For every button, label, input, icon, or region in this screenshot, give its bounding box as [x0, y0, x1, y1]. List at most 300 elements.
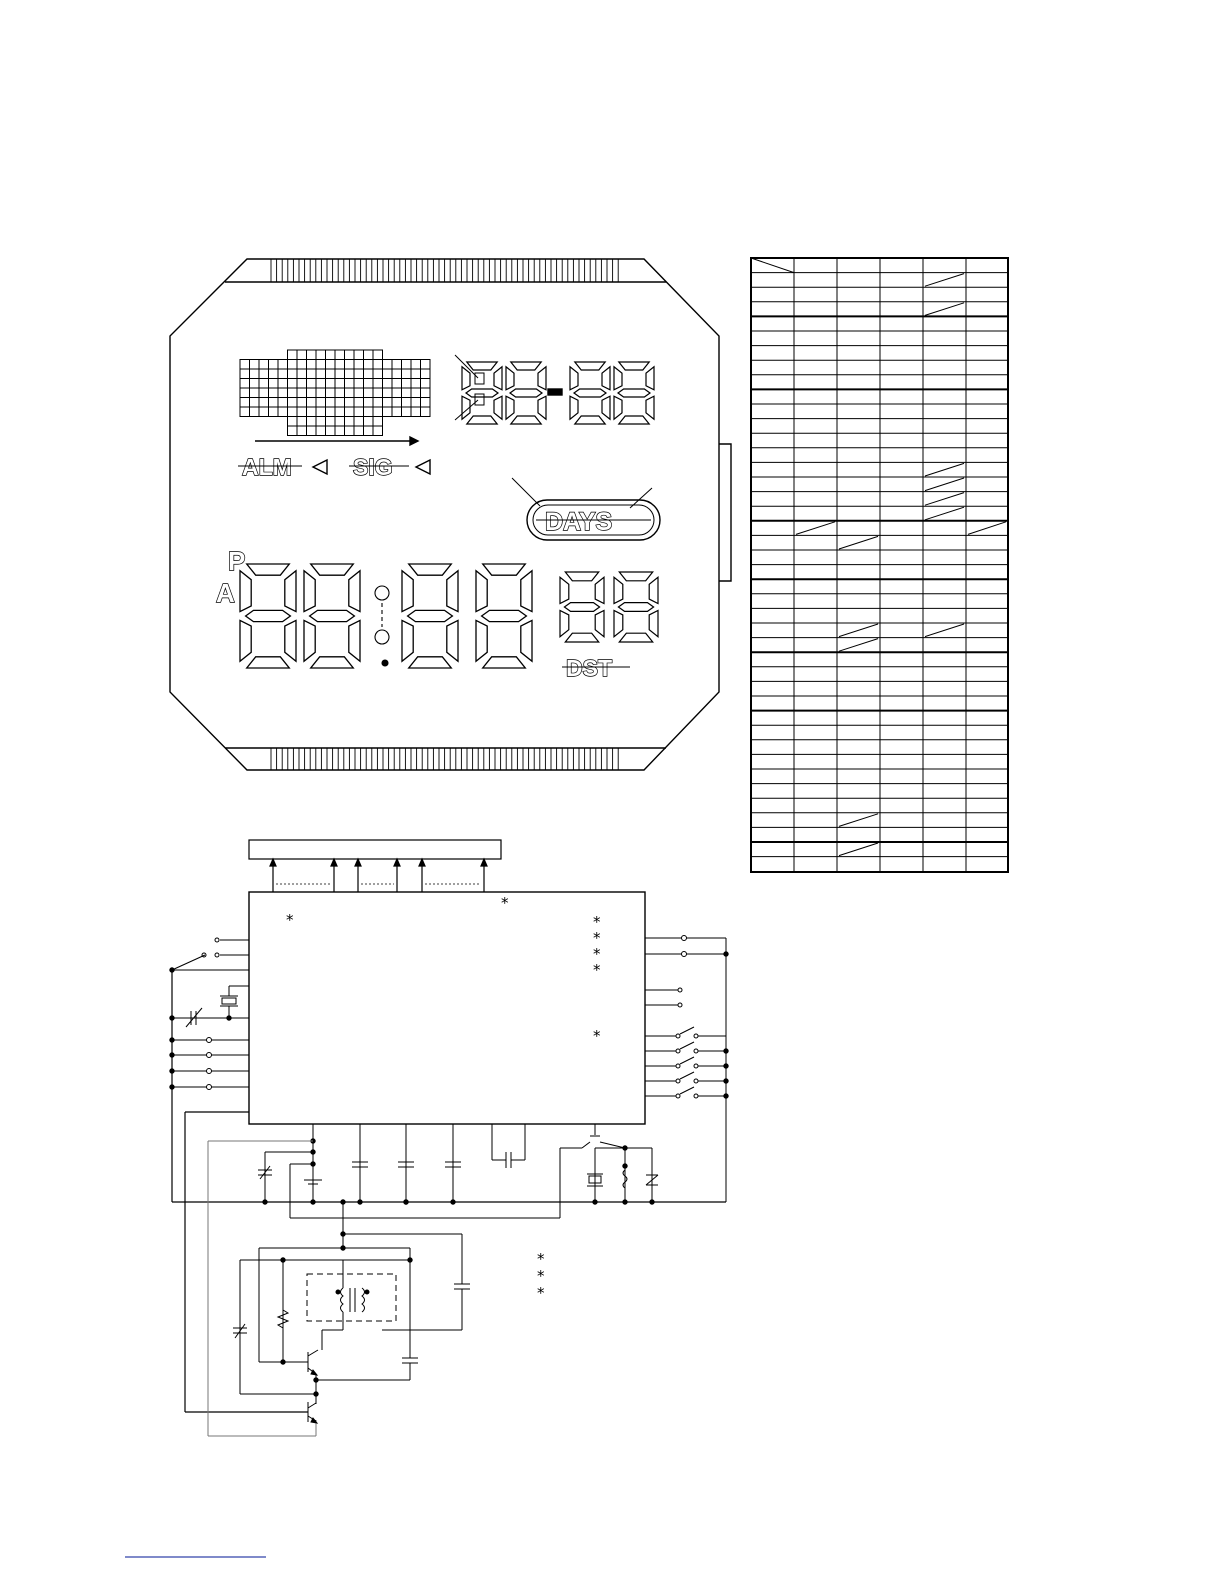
dot-matrix-cell [373, 360, 383, 370]
switch-blade [680, 1087, 694, 1094]
dot-matrix-cell [278, 360, 288, 370]
dot-matrix-cell [335, 379, 345, 389]
dot-matrix-cell [373, 426, 383, 436]
digit-segment [574, 389, 606, 397]
dot-matrix-cell [240, 398, 250, 408]
dot-matrix-cell [402, 379, 412, 389]
digit-segment [447, 620, 458, 661]
switch-contact [676, 1079, 680, 1083]
junction-dot [724, 1064, 728, 1068]
dot-matrix-cell [307, 379, 317, 389]
digit-segment [602, 396, 610, 419]
dot-matrix-cell [373, 417, 383, 427]
dot-matrix-cell [269, 360, 279, 370]
switch-blade [680, 1072, 694, 1079]
dot-matrix-cell [307, 369, 317, 379]
dot-matrix-cell [259, 379, 269, 389]
digit-segment [476, 571, 487, 612]
dot-matrix-cell [240, 369, 250, 379]
dot-matrix-cell [297, 350, 307, 360]
dot-matrix-cell [240, 379, 250, 389]
dot-matrix-cell [345, 388, 355, 398]
digit-segment [614, 577, 623, 603]
digit-segment [246, 610, 291, 621]
seconds-digit [614, 572, 658, 642]
digit-segment [247, 564, 290, 575]
switch-contact [676, 1064, 680, 1068]
dot-matrix-cell [364, 398, 374, 408]
digit-segment [570, 396, 578, 419]
dot-matrix-cell [421, 398, 431, 408]
digit-segment [409, 564, 452, 575]
dot-matrix-cell [326, 426, 336, 436]
dot-matrix-cell [354, 407, 364, 417]
dot-matrix-cell [364, 360, 374, 370]
dot-matrix-cell [364, 388, 374, 398]
dot-matrix-cell [335, 360, 345, 370]
digit-segment [614, 611, 623, 637]
dot-matrix-cell [259, 360, 269, 370]
dot-matrix-cell [411, 369, 421, 379]
dot-matrix-cell [335, 350, 345, 360]
dot-matrix-cell [288, 350, 298, 360]
ic-bottom-pins [208, 1124, 525, 1436]
table-diagonal-mark [925, 624, 964, 637]
junction-dot [724, 1049, 728, 1053]
lcd-panel [170, 259, 731, 770]
signal-indicator-icon [416, 460, 430, 474]
digit-segment [467, 416, 497, 424]
dot-matrix-cell [250, 360, 260, 370]
dot-matrix-cell [354, 360, 364, 370]
date-digit [462, 362, 502, 424]
dot-matrix-cell [326, 350, 336, 360]
dot-matrix-cell [259, 369, 269, 379]
asterisk-mark: * [593, 961, 601, 979]
table-diagonal-mark [968, 522, 1006, 535]
dot-matrix-cell [345, 398, 355, 408]
digit-segment [476, 620, 487, 661]
table-diagonal-mark [925, 303, 964, 316]
table-diagonal-mark [839, 536, 878, 549]
asterisk-mark: * [537, 1250, 545, 1268]
digit-segment [538, 367, 546, 390]
dot-matrix-cell [364, 350, 374, 360]
dot-matrix-cell [307, 388, 317, 398]
dot-matrix-cell [316, 360, 326, 370]
dot-matrix-cell [297, 360, 307, 370]
table-diagonal-mark [925, 507, 964, 520]
digit-segment [240, 620, 251, 661]
digit-segment [619, 416, 649, 424]
digit-segment [649, 577, 658, 603]
dot-matrix-cell [326, 388, 336, 398]
digit-segment [247, 657, 290, 668]
dot-matrix-cell [383, 360, 393, 370]
dot-matrix-cell [392, 407, 402, 417]
digit-segment [618, 389, 650, 397]
dot-matrix-cell [288, 379, 298, 389]
table-diagonal-mark [839, 843, 878, 856]
dot-matrix-cell [354, 379, 364, 389]
switch-blade [680, 1027, 694, 1034]
digit-segment [511, 416, 541, 424]
digit-segment [646, 396, 654, 419]
dot-matrix [240, 350, 430, 436]
dot-matrix-cell [364, 379, 374, 389]
time-digit [240, 564, 296, 668]
dot-matrix-cell [288, 407, 298, 417]
dot-matrix-cell [326, 417, 336, 427]
dot-matrix-cell [421, 369, 431, 379]
dot-matrix-cell [354, 417, 364, 427]
dot-matrix-cell [240, 407, 250, 417]
dot-matrix-cell [411, 360, 421, 370]
dot-matrix-cell [421, 360, 431, 370]
dot-matrix-cell [297, 379, 307, 389]
dot-matrix-cell [297, 407, 307, 417]
dot-matrix-cell [421, 407, 431, 417]
dot-matrix-cell [411, 388, 421, 398]
asterisk-mark: * [593, 929, 601, 947]
digit-segment [521, 620, 532, 661]
digit-segment [649, 611, 658, 637]
dot-matrix-cell [316, 398, 326, 408]
dot-matrix-cell [250, 379, 260, 389]
table-header-diagonal [751, 258, 794, 273]
digit-segment [560, 611, 569, 637]
digit-segment [483, 657, 526, 668]
dot-matrix-cell [402, 398, 412, 408]
table-diagonal-mark [839, 639, 878, 652]
switch-contact [694, 1064, 698, 1068]
digit-segment [349, 571, 360, 612]
switch-blade [680, 1042, 694, 1049]
dot-matrix-cell [288, 417, 298, 427]
switch-contact [694, 1094, 698, 1098]
digit-segment [602, 367, 610, 390]
switch-contact [676, 1049, 680, 1053]
dot-matrix-cell [240, 360, 250, 370]
date-digit [506, 362, 546, 424]
segment-assignment-table [751, 258, 1008, 872]
digit-segment [619, 572, 652, 581]
digit-segment [560, 577, 569, 603]
dot-matrix-cell [316, 407, 326, 417]
dot-matrix-cell [269, 379, 279, 389]
dot-matrix-cell [373, 379, 383, 389]
dot-matrix-cell [326, 379, 336, 389]
asterisk-mark: * [501, 894, 509, 912]
dot-matrix-cell [278, 369, 288, 379]
right-push-switches [645, 1027, 728, 1098]
digit-segment [511, 362, 541, 370]
pm-indicator: P [228, 546, 246, 576]
dot-matrix-cell [364, 369, 374, 379]
date-dash [548, 389, 562, 395]
table-diagonal-mark [925, 463, 964, 476]
dot-matrix-cell [250, 407, 260, 417]
date-digit [570, 362, 610, 424]
dot-matrix-cell [288, 369, 298, 379]
dot-matrix-cell [392, 379, 402, 389]
dot-matrix-cell [326, 407, 336, 417]
lcd-side-tab [719, 444, 731, 581]
dot-matrix-cell [269, 388, 279, 398]
dot-matrix-cell [402, 360, 412, 370]
digit-segment [310, 610, 355, 621]
table-diagonal-mark [839, 814, 878, 827]
digit-segment [595, 611, 604, 637]
days-label: DAYS [545, 508, 613, 536]
dot-matrix-cell [288, 388, 298, 398]
dot-matrix-cell [411, 379, 421, 389]
time-colon [375, 586, 389, 666]
dot-matrix-cell [373, 398, 383, 408]
digit-segment [538, 396, 546, 419]
dot-matrix-cell [278, 398, 288, 408]
digit-segment [570, 367, 578, 390]
junction-dot [724, 1094, 728, 1098]
dot-matrix-cell [345, 350, 355, 360]
digit-segment [575, 416, 605, 424]
dot-matrix-cell [345, 417, 355, 427]
asterisk-mark: * [286, 911, 294, 929]
dot-matrix-cell [373, 407, 383, 417]
table-diagonal-mark [796, 522, 835, 535]
left-test-points [170, 1038, 249, 1090]
dot-matrix-cell [326, 369, 336, 379]
driver-transistor [290, 1124, 658, 1218]
digit-segment [506, 367, 514, 390]
dot-matrix-cell [307, 407, 317, 417]
dot-matrix-cell [288, 426, 298, 436]
alarm-indicator-icon [313, 460, 327, 474]
dot-matrix-cell [402, 407, 412, 417]
dot-matrix-cell [364, 426, 374, 436]
digit-segment [409, 657, 452, 668]
digit-segment [402, 571, 413, 612]
dot-matrix-cell [269, 407, 279, 417]
switch-contact [694, 1079, 698, 1083]
time-digit [402, 564, 458, 668]
dot-matrix-cell [307, 426, 317, 436]
dot-matrix-cell [383, 398, 393, 408]
digit-segment [466, 389, 498, 397]
dot-matrix-cell [250, 369, 260, 379]
digit-segment [467, 362, 497, 370]
seconds-digits [560, 572, 658, 642]
dot-matrix-cell [383, 407, 393, 417]
digit-segment [349, 620, 360, 661]
dot-matrix-cell [373, 388, 383, 398]
dot-matrix-cell [354, 398, 364, 408]
dot-matrix-cell [421, 379, 431, 389]
dot-matrix-cell [383, 388, 393, 398]
digit-segment [510, 389, 542, 397]
dot-matrix-cell [354, 350, 364, 360]
asterisk-mark: * [537, 1267, 545, 1285]
junction-dot [724, 1079, 728, 1083]
dot-matrix-cell [383, 369, 393, 379]
dot-matrix-cell [269, 369, 279, 379]
dot-matrix-cell [278, 379, 288, 389]
switch-contact [676, 1094, 680, 1098]
digit-segment [304, 571, 315, 612]
right-inputs [645, 936, 728, 1203]
dot-matrix-cell [373, 369, 383, 379]
digit-segment [462, 367, 470, 390]
left-switch-inputs [170, 938, 249, 972]
lcd-connector-box [249, 840, 501, 859]
dot-matrix-cell [335, 398, 345, 408]
switch-blade [680, 1057, 694, 1064]
transformer-circuit [233, 1232, 470, 1423]
digit-segment [240, 571, 251, 612]
switch-contact [694, 1049, 698, 1053]
dot-matrix-cell [307, 398, 317, 408]
time-digit [304, 564, 360, 668]
scroll-arrow-icon [255, 437, 418, 445]
dot-matrix-cell [354, 388, 364, 398]
asterisk-mark: * [537, 1284, 545, 1302]
digit-segment [304, 620, 315, 661]
digit-segment [482, 610, 527, 621]
dot-matrix-cell [316, 417, 326, 427]
lcd-outline [170, 259, 719, 770]
dot-matrix-cell [392, 398, 402, 408]
table-diagonal-mark [925, 478, 964, 491]
dot-matrix-cell [316, 388, 326, 398]
dot-matrix-cell [345, 426, 355, 436]
dot-matrix-cell [354, 426, 364, 436]
digit-segment [575, 362, 605, 370]
dot-matrix-cell [335, 369, 345, 379]
dot-matrix-cell [297, 369, 307, 379]
time-digits [240, 564, 532, 668]
asterisk-mark: * [593, 945, 601, 963]
digit-segment [619, 633, 652, 642]
dot-matrix-cell [402, 388, 412, 398]
dot-matrix-cell [345, 369, 355, 379]
dot-matrix-cell [383, 379, 393, 389]
digit-segment [595, 577, 604, 603]
dot-matrix-cell [392, 388, 402, 398]
dot-matrix-cell [326, 360, 336, 370]
dst-label: DST [566, 655, 612, 681]
digit-segment [408, 610, 453, 621]
am-indicator: A [216, 578, 235, 608]
digit-segment [614, 396, 622, 419]
date-digit [614, 362, 654, 424]
digit-segment [285, 620, 296, 661]
dot-matrix-cell [307, 360, 317, 370]
dot-matrix-cell [240, 388, 250, 398]
dot-matrix-cell [250, 398, 260, 408]
digit-segment [564, 603, 599, 612]
digit-segment [447, 571, 458, 612]
dot-matrix-cell [411, 398, 421, 408]
digit-segment [565, 572, 598, 581]
table-diagonal-mark [839, 624, 878, 637]
crystal-oscillator [170, 986, 249, 1027]
dot-matrix-cell [316, 379, 326, 389]
dot-matrix-cell [316, 369, 326, 379]
dot-matrix-cell [364, 407, 374, 417]
seconds-digit [560, 572, 604, 642]
dot-matrix-cell [392, 360, 402, 370]
dot-matrix-cell [354, 369, 364, 379]
dot-matrix-cell [364, 417, 374, 427]
digit-segment [285, 571, 296, 612]
signal-label: SIG [353, 454, 393, 480]
digit-segment [614, 367, 622, 390]
dot-matrix-cell [259, 407, 269, 417]
lcd-drive-lines [270, 859, 487, 892]
digit-segment [521, 571, 532, 612]
dot-matrix-cell [345, 360, 355, 370]
dot-matrix-cell [297, 398, 307, 408]
dot-matrix-cell [316, 350, 326, 360]
dot-matrix-cell [250, 388, 260, 398]
digit-segment [565, 633, 598, 642]
dot-matrix-cell [345, 379, 355, 389]
dot-matrix-cell [421, 388, 431, 398]
dot-matrix-cell [392, 369, 402, 379]
dot-matrix-cell [335, 388, 345, 398]
dot-matrix-cell [269, 398, 279, 408]
main-ic-box [249, 892, 645, 1124]
dot-matrix-cell [278, 388, 288, 398]
digit-segment [311, 564, 354, 575]
table-diagonal-mark [925, 274, 964, 287]
dot-matrix-cell [335, 417, 345, 427]
dot-matrix-cell [307, 350, 317, 360]
digit-segment [494, 367, 502, 390]
asterisk-marks [286, 894, 601, 1302]
dot-matrix-cell [335, 426, 345, 436]
alarm-label: ALM [242, 454, 292, 480]
dot-matrix-cell [288, 360, 298, 370]
dot-matrix-cell [373, 350, 383, 360]
dot-matrix-cell [297, 417, 307, 427]
dot-matrix-cell [259, 398, 269, 408]
switch-contact [694, 1034, 698, 1038]
digit-segment [646, 367, 654, 390]
digit-segment [311, 657, 354, 668]
dot-matrix-cell [326, 398, 336, 408]
dot-matrix-cell [297, 388, 307, 398]
circuit-schematic [170, 840, 728, 1436]
dot-matrix-cell [411, 407, 421, 417]
digit-segment [483, 564, 526, 575]
asterisk-mark: * [593, 913, 601, 931]
digit-segment [402, 620, 413, 661]
digit-segment [618, 603, 653, 612]
dot-matrix-cell [288, 398, 298, 408]
dot-matrix-cell [316, 426, 326, 436]
dot-matrix-cell [335, 407, 345, 417]
switch-contact [676, 1034, 680, 1038]
lcd-pin-strip-top [271, 259, 618, 282]
dot-matrix-cell [307, 417, 317, 427]
time-digit [476, 564, 532, 668]
digit-segment [494, 396, 502, 419]
asterisk-mark: * [593, 1027, 601, 1045]
dot-matrix-cell [297, 426, 307, 436]
table-diagonal-mark [925, 493, 964, 506]
digit-segment [506, 396, 514, 419]
